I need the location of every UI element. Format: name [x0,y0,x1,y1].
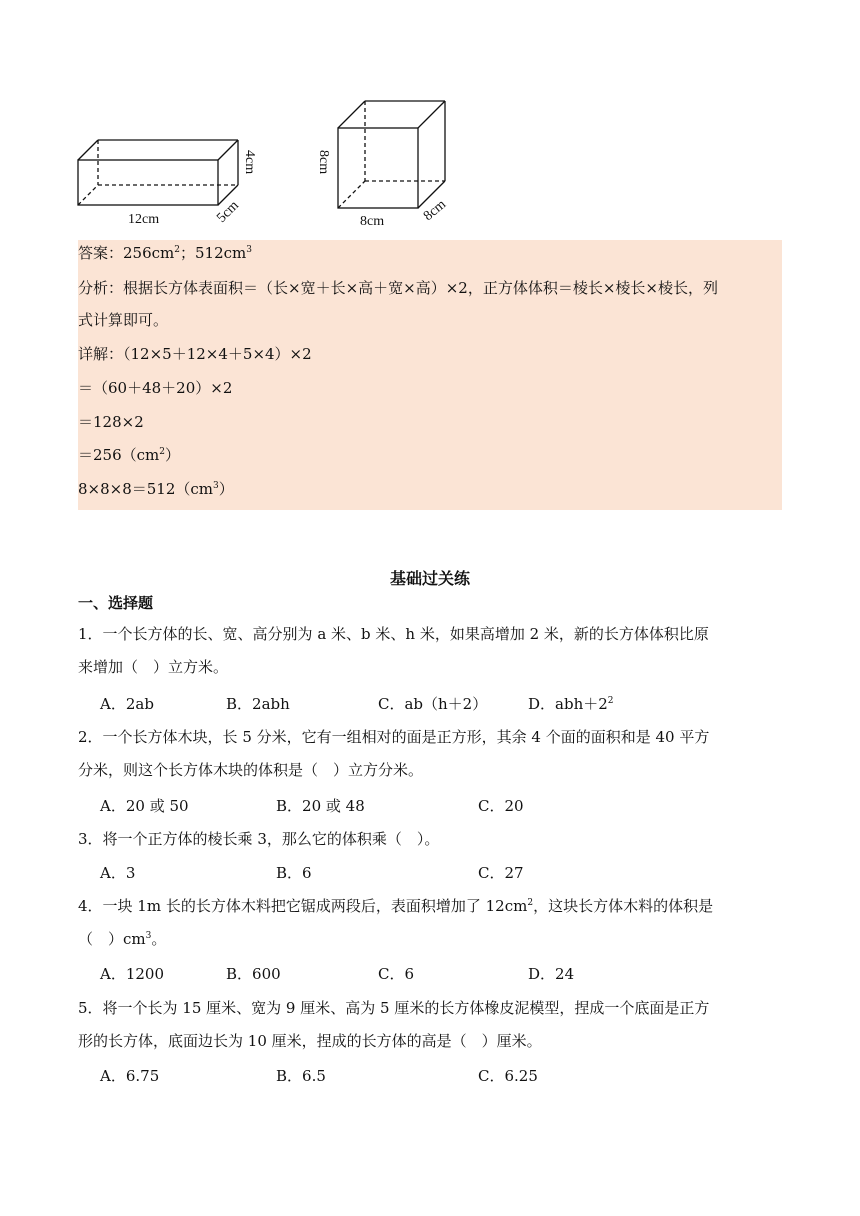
cube-bottom-label: 8cm [360,214,385,229]
question-1 [78,624,782,677]
option-c: C．ab（h＋2） [378,695,488,713]
detail-text: 8×8×8＝512（cm [78,480,214,498]
option-text: D．abh＋2 [528,695,608,713]
question-text: 5．将一个长为 15 厘米、宽为 9 厘米、高为 5 厘米的长方体橡皮泥模型，捏成一个底面是正方 [78,999,710,1017]
question-text: 分米，则这个长方体木块的体积是（ ）立方分米。 [78,761,424,779]
detail-text: ） [218,480,234,498]
question-text [78,929,782,949]
answer-panel [78,240,782,510]
question-3 [78,829,782,849]
superscript: 2 [174,245,181,255]
superscript: 3 [145,931,152,941]
superscript: 3 [246,245,253,255]
question-text [78,896,782,916]
question-text-part: 。 [151,930,167,948]
option-a: A．1200 [100,965,165,983]
option-d [528,693,614,714]
cube-figure [338,101,445,208]
cuboid-figure [78,140,238,205]
question-text-part: 4．一块 1m 长的长方体木料把它锯成两段后，表面积增加了 12cm [78,897,528,915]
option-b: B．6.5 [276,1067,326,1085]
cube-side-label: 8cm [420,197,450,225]
analysis-line: 分析：根据长方体表面积＝（长×宽＋长×高＋宽×高）×2，正方体体积＝棱长×棱长×棱长，列 [78,279,718,297]
detail-line [78,479,234,499]
part-title: 一、选择题 [78,594,154,612]
superscript: 2 [607,696,614,706]
superscript: 2 [159,447,165,457]
detail-line: 详解：（12×5＋12×4＋5×4）×2 [78,345,312,363]
answer-line [78,243,252,263]
option-a: A．20 或 50 [100,797,189,815]
option-b: B．600 [226,965,281,983]
question-text: 1．一个长方体的长、宽、高分别为 a 米、b 米、h 米，如果高增加 2 米，新的长方体体积比原 [78,625,709,643]
option-a: A．2ab [100,695,154,713]
analysis-line: 式计算即可。 [78,311,169,329]
question-text: 3．将一个正方体的棱长乘 3，那么它的体积乘（ ）。 [78,830,440,848]
option-c: C．27 [478,864,524,882]
detail-line: ＝（60＋48＋20）×2 [78,379,233,397]
detail-text: ） [165,446,181,464]
option-b: B．20 或 48 [276,797,365,815]
cube-left-label: 8cm [316,150,331,175]
answer-value: ；512cm [180,244,247,262]
section-title: 基础过关练 [389,569,470,588]
superscript: 2 [527,898,534,908]
geometry-figures [70,95,470,235]
cuboid-height-label: 4cm [242,150,257,175]
option-c: C．6 [378,965,415,983]
question-text-part: ，这块长方体木料的体积是 [533,897,714,915]
option-a: A．6.75 [100,1067,160,1085]
option-b: B．6 [276,864,312,882]
question-5 [78,998,782,1051]
answer-label: 答案： [78,244,124,262]
question-2 [78,727,782,780]
cuboid-length-label: 12cm [128,212,160,227]
question-text: 形的长方体，底面边长为 10 厘米，捏成的长方体的高是（ ）厘米。 [78,1032,542,1050]
superscript: 3 [213,481,219,491]
detail-text: ＝256（cm [78,446,160,464]
question-text-part: （ ）cm [78,930,146,948]
detail-line: ＝128×2 [78,413,144,431]
option-b: B．2abh [226,695,290,713]
answer-value: 256cm [123,244,175,262]
question-text: 来增加（ ）立方米。 [78,658,229,676]
question-4 [78,896,782,949]
question-text: 2．一个长方体木块，长 5 分米，它有一组相对的面是正方形，其余 4 个面的面积和是 40 平方 [78,728,710,746]
option-a: A．3 [100,864,136,882]
option-c: C．6.25 [478,1067,538,1085]
detail-line [78,445,180,465]
option-d: D．24 [528,965,575,983]
cuboid-width-label: 5cm [214,198,242,226]
option-c: C．20 [478,797,524,815]
